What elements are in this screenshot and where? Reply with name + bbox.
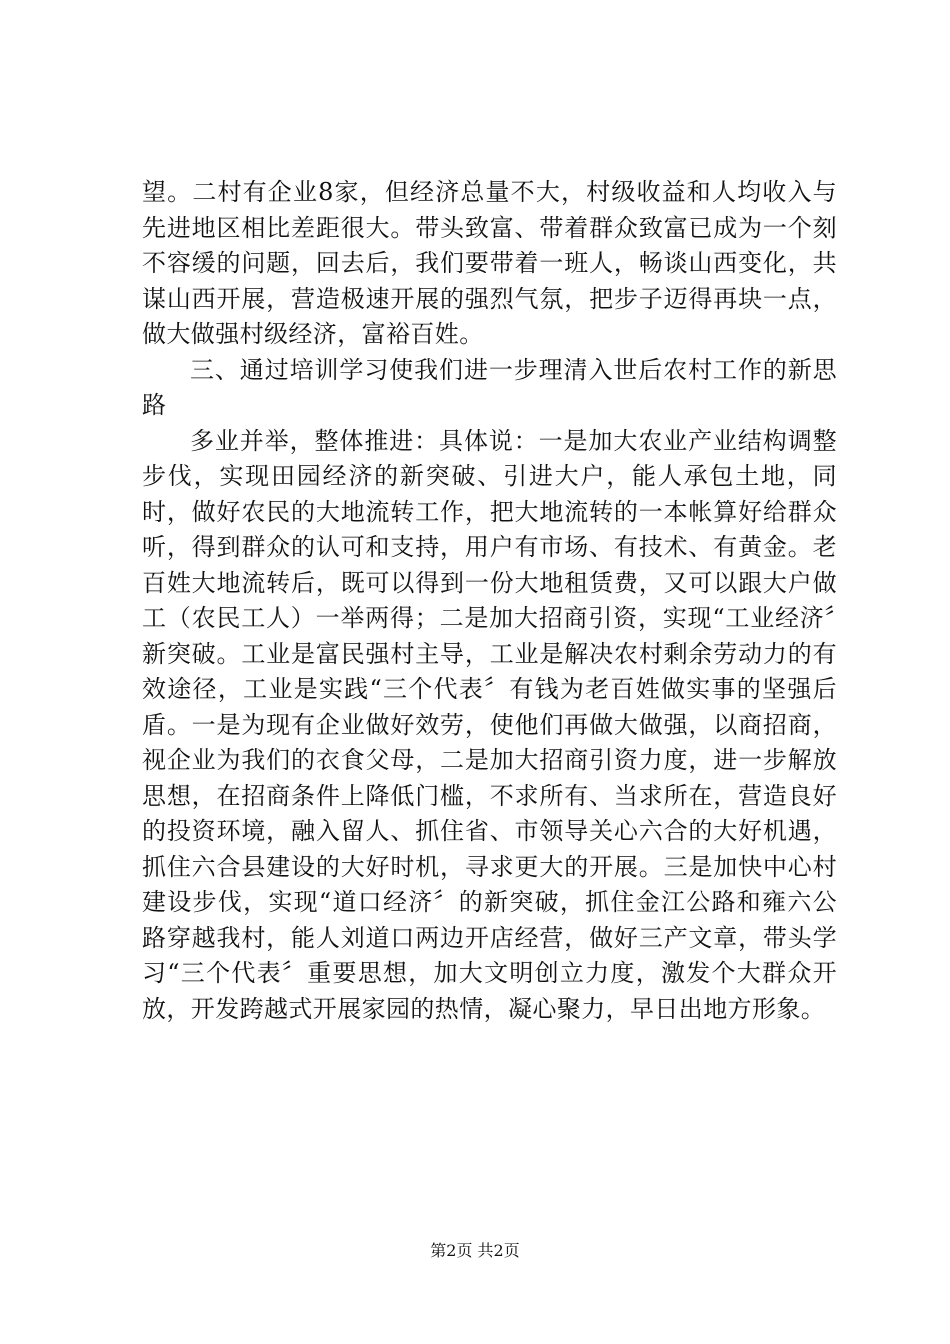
page-number-footer: 第2页 共2页 (430, 1241, 520, 1260)
paragraph-measures: 多业并举，整体推进：具体说：一是加大农业产业结构调整步伐，实现田园经济的新突破、引进大户，能人承包土地，同时，做好农民的大地流转工作，把大地流转的一本帐算好给群众听，得到群众的认可和支持，用户有市场、有技术、有黄金。老百姓大地流转后，既可以得到一份大地租赁费，又可以跟大户做工（农民工人）一举两得；二是加大招商引资，实现“工业经济〞新突破。工业是富民强村主导，工业是解决农村剩余劳动力的有效途径，工业是实践“三个代表〞有钱为老百姓做实事的坚强后盾。一是为现有企业做好效劳，使他们再做大做强，以商招商，视企业为我们的衣食父母，二是加大招商引资力度，进一步解放思想，在招商条件上降低门槛，不求所有、当求所在，营造良好的投资环境，融入留人、抓住省、市领导关心六合的大好机遇，抓住六合县建设的大好时机，寻求更大的开展。三是加快中心村建设步伐，实现“道口经济〞的新突破，抓住金江公路和雍六公路穿越我村，能人刘道口两边开店经营，做好三产文章，带头学习“三个代表〞重要思想，加大文明创立力度，激发个大群众开放，开发跨越式开展家园的热情，凝心聚力，早日出地方形象。 (142, 426, 837, 1023)
paragraph-continuation: 望。二村有企业8家，但经济总量不大，村级收益和人均收入与先进地区相比差距很大。带头致富、带着群众致富已成为一个刻不容缓的问题，回去后，我们要带着一班人，畅谈山西变化，共谋山西开展，营造极速开展的强烈气氛，把步子迈得再块一点，做大做强村级经济，富裕百姓。 (142, 178, 837, 348)
document-body (142, 175, 837, 1027)
section-heading-three: 三、通过培训学习使我们进一步理清入世后农村工作的新思路 (142, 355, 837, 419)
